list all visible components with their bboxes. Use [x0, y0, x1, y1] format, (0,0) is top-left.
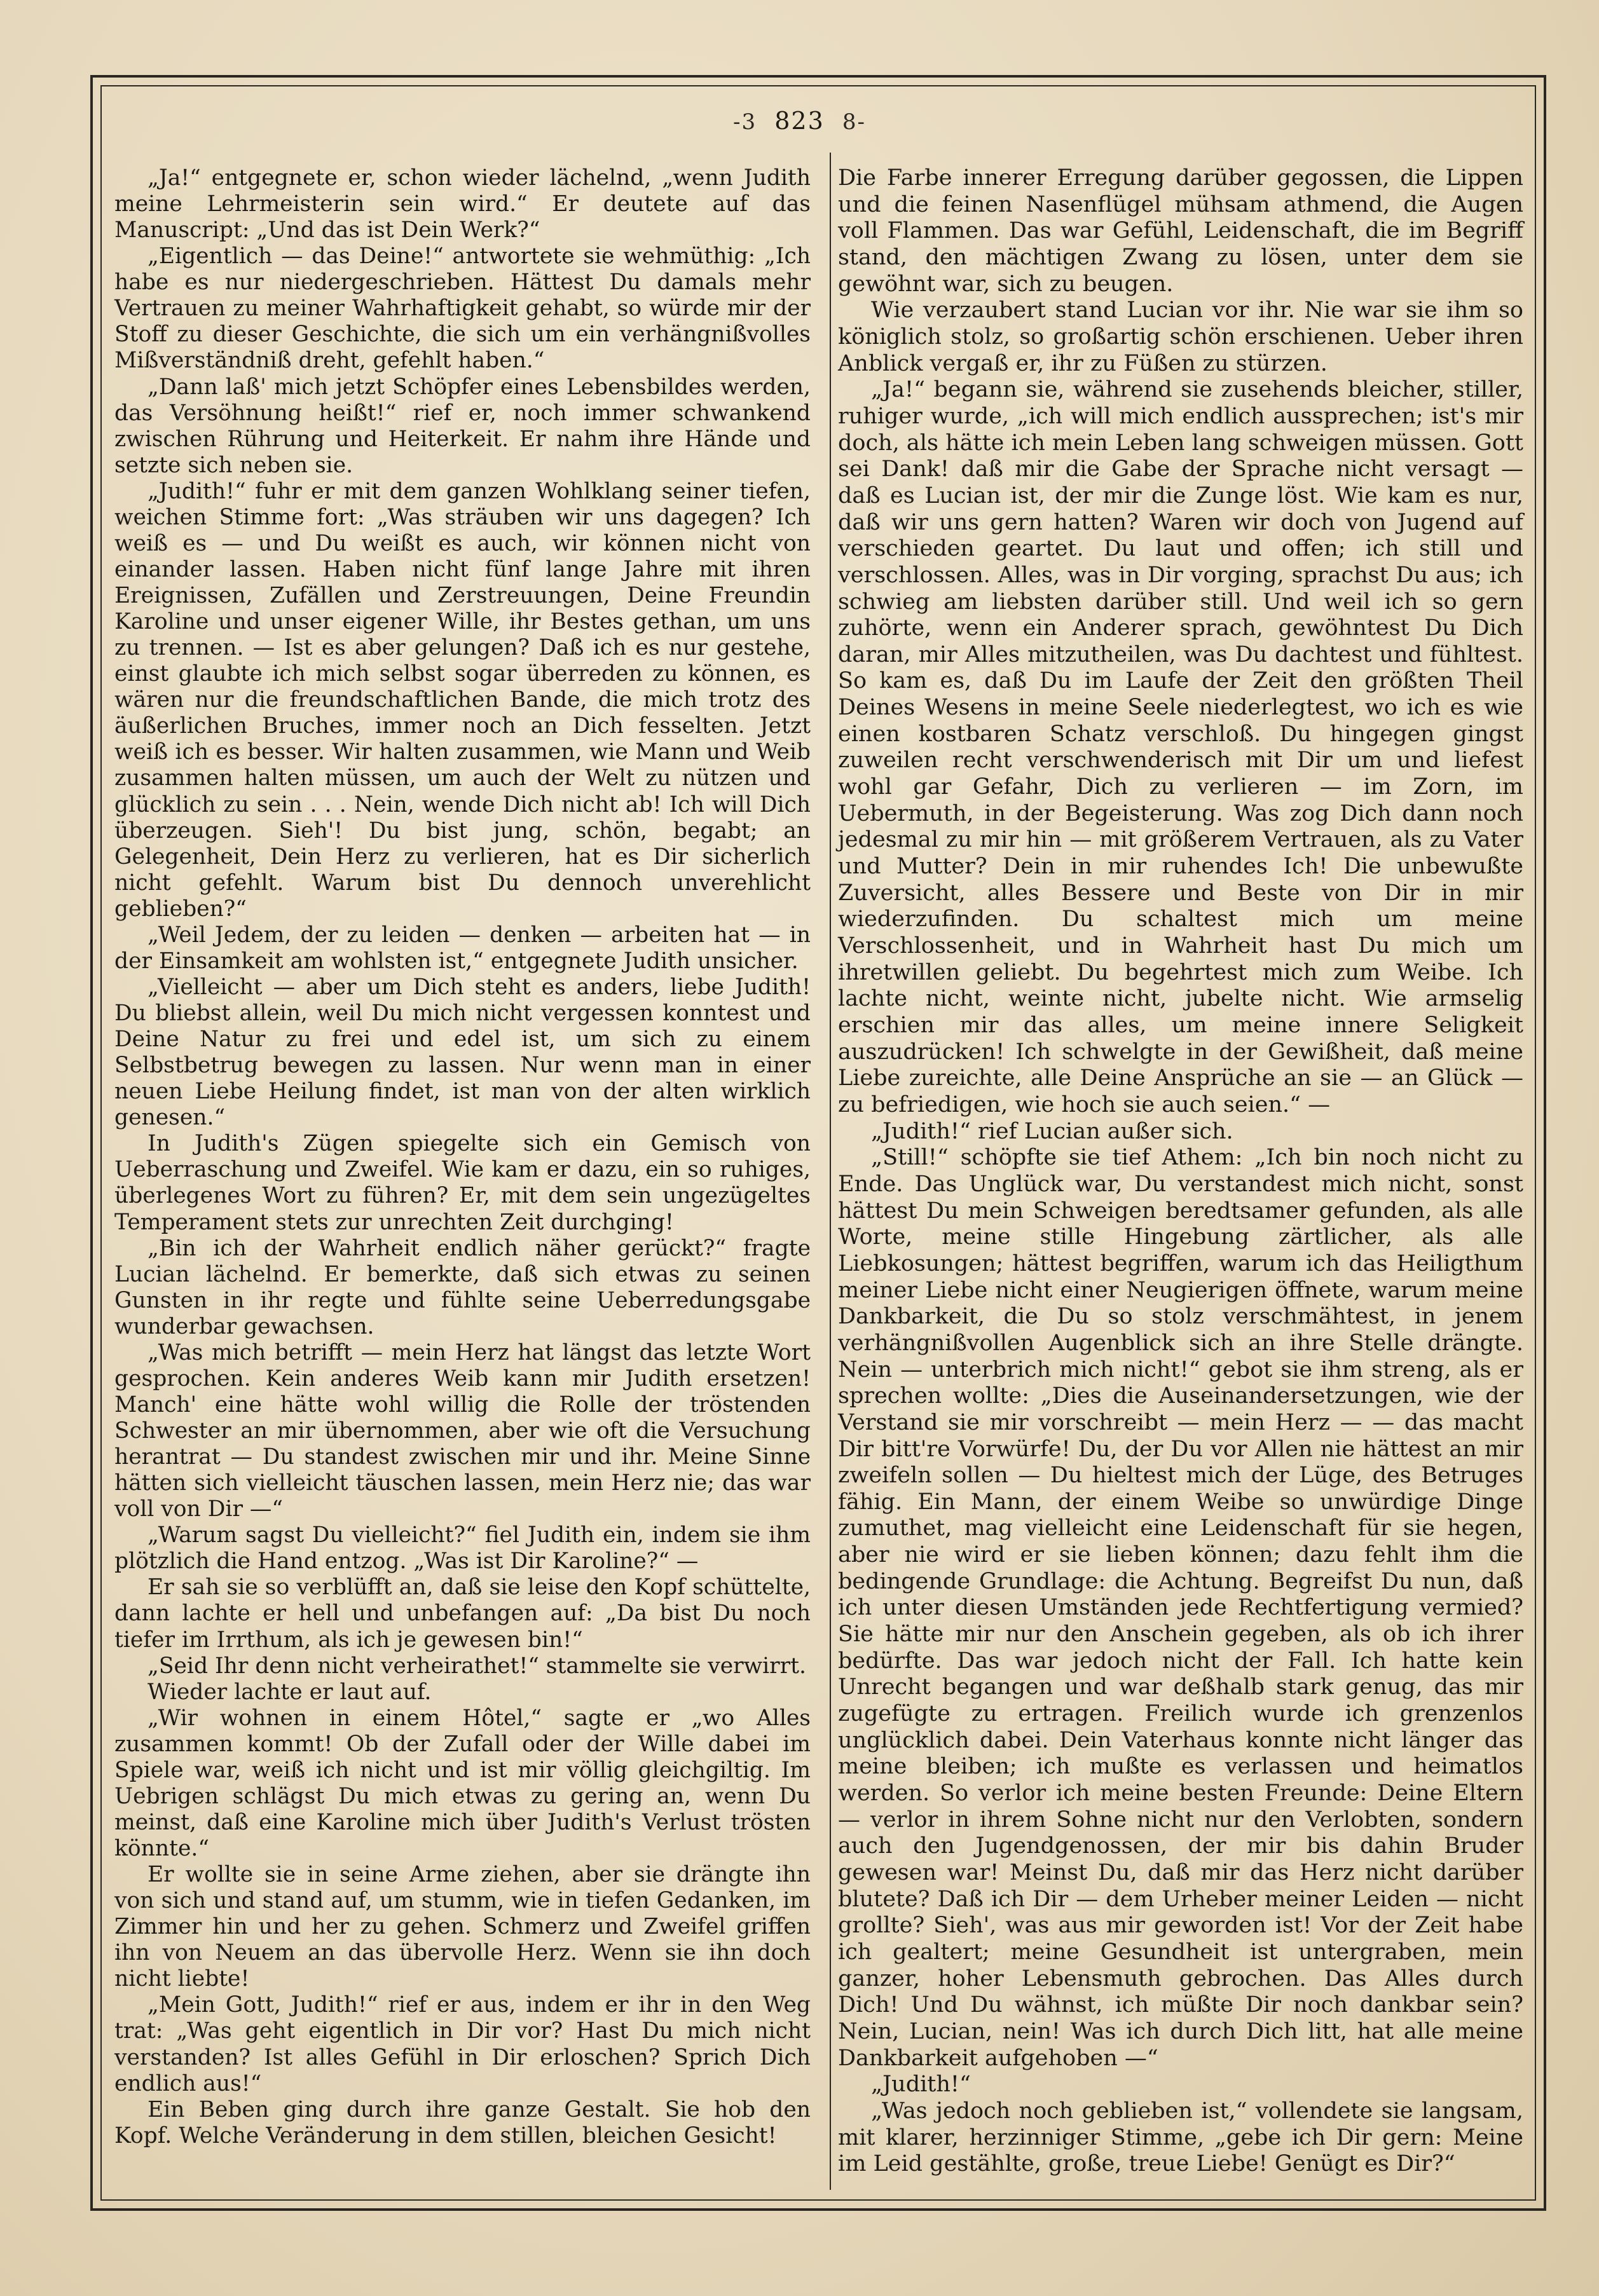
paragraph: „Wir wohnen in einem Hôtel,“ sagte er „wo Alles zusammen kommt! Ob der Zufall oder der Wille dabei im Spiele war, weiß ich nicht und ist mir völlig gleichgiltig. Im Uebrigen schlägst Du mich etwas zu gering an, wenn Du meinst, daß eine Karoline mich über Judith's Verlust trösten könnte.“ [114, 1705, 811, 1861]
paragraph: Er sah sie so verblüfft an, daß sie leise den Kopf schüttelte, dann lachte er hell und unbefangen auf: „Da bist Du noch tiefer im Irrthum, als ich je gewesen bin!“ [114, 1575, 811, 1653]
paragraph: „Judith!“ rief Lucian außer sich. [871, 1118, 1233, 1144]
paragraph: „Warum sagst Du vielleicht?“ fiel Judith ein, indem sie ihm plötzlich die Hand entzog. „Was ist Dir Karoline?“ — [114, 1522, 811, 1575]
paragraph: „Weil Jedem, der zu leiden — denken — arbeiten hat — in der Einsamkeit am wohlsten ist,“ entgegnete Judith unsicher. [114, 922, 811, 974]
paragraph: Er wollte sie in seine Arme ziehen, aber sie drängte ihn von sich und stand auf, um stumm, wie in tiefen Gedanken, im Zimmer hin und her zu gehen. Schmerz und Zweifel griffen ihn von Neuem an das übervolle Herz. Wenn sie ihn doch nicht liebte! [114, 1862, 811, 1992]
paragraph: „Was mich betrifft — mein Herz hat längst das letzte Wort gesprochen. Kein anderes Weib kann mir Judith ersetzen! Manch' eine hätte wohl willig die Rolle der tröstenden Schwester an mir übernommen, aber wie oft die Versuchung herantrat — Du standest zwischen mir und ihr. Meine Sinne hätten sich vielleicht täuschen lassen, mein Herz nie; das war voll von Dir —“ [114, 1339, 811, 1522]
paragraph: „Judith!“ fuhr er mit dem ganzen Wohlklang seiner tiefen, weichen Stimme fort: „Was sträuben wir uns dagegen? Ich weiß es — und Du weißt es auch, wir können nicht von einander lassen. Haben nicht fünf lange Jahre mit ihren Ereignissen, Zufällen und Zerstreuungen, Deine Freundin Karoline und unser eigener Wille, ihr Bestes gethan, um uns zu trennen. — Ist es aber gelungen? Daß ich es nur gestehe, einst glaubte ich mich selbst sogar überreden zu können, es wären nur die freundschaftlichen Bande, die mich trotz des äußerlichen Bruches, immer noch an Dich fesselten. Jetzt weiß ich es besser. Wir halten zusammen, wie Mann und Weib zusammen halten müssen, um auch der Welt zu nützen und glücklich zu sein . . . Nein, wende Dich nicht ab! Ich will Dich überzeugen. Sieh'! Du bist jung, schön, begabt; an Gelegenheit, Dein Herz zu verlieren, hat es Dir sicherlich nicht gefehlt. Warum bist Du dennoch unverehlicht geblieben?“ [114, 478, 811, 922]
paragraph: „Judith!“ [871, 2072, 971, 2098]
paragraph: „Eigentlich — das Deine!“ antwortete sie wehmüthig: „Ich habe es nur niedergeschrieben. Hättest Du damals mehr Vertrauen zu meiner Wahrhaftigkeit gehabt, so würde mir der Stoff zu dieser Geschichte, die sich um ein verhängnißvolles Mißverständniß dreht, gefehlt haben.“ [114, 243, 811, 374]
paragraph: In Judith's Zügen spiegelte sich ein Gemisch von Ueberraschung und Zweifel. Wie kam er dazu, ein so ruhiges, überlegenes Wort zu führen? Er, mit dem sein ungezügeltes Temperament stets zur unrechten Zeit durchging! [114, 1131, 811, 1235]
paragraph: Ein Beben ging durch ihre ganze Gestalt. Sie hob den Kopf. Welche Veränderung in dem stillen, bleichen Gesicht! [114, 2096, 811, 2149]
ornament-left: -3 [733, 109, 757, 135]
paragraph: „Vielleicht — aber um Dich steht es anders, liebe Judith! Du bliebst allein, weil Du mich nicht vergessen konntest und Deine Natur zu frei und edel ist, um sich zu einem Selbstbetrug bewegen zu lassen. Nur wenn man in einer neuen Liebe Heilung findet, ist man von der alten wirklich genesen.“ [114, 974, 811, 1131]
paragraph: Die Farbe innerer Erregung darüber gegossen, die Lippen und die feinen Nasenflügel mühsam athmend, die Augen voll Flammen. Das war Gefühl, Leidenschaft, die im Begriff stand, den mächtigen Zwang zu lösen, unter dem sie gewöhnt war, sich zu beugen. [838, 165, 1523, 297]
paragraph: „Was jedoch noch geblieben ist,“ vollendete sie langsam, mit klarer, herzinniger Stimme, „gebe ich Dir gern: Meine im Leid gestählte, große, treue Liebe! Genügt es Dir?“ [838, 2098, 1523, 2177]
page-number: 823 [774, 107, 825, 135]
page-header [0, 107, 1599, 135]
left-column [114, 165, 811, 2149]
paragraph: Wieder lachte er laut auf. [148, 1679, 432, 1705]
paragraph: „Ja!“ begann sie, während sie zusehends bleicher, stiller, ruhiger wurde, „ich will mich endlich aussprechen; ist's mir doch, als hätte ich mein Leben lang schweigen müssen. Gott sei Dank! daß mir die Gabe der Sprache nicht versagt — daß es Lucian ist, der mir die Zunge löst. Wie kam es nur, daß wir uns gern hatten? Waren wir doch von Jugend auf verschieden geartet. Du laut und offen; ich still und verschlossen. Alles, was in Dir vorging, sprachst Du aus; ich schwieg am liebsten darüber still. Und weil ich so gern zuhörte, wenn ein Anderer sprach, gewöhntest Du Dich daran, mir Alles mitzutheilen, was Du dachtest und fühltest. So kam es, daß Du im Laufe der Zeit den größten Theil Deines Wesens in meine Seele niederlegtest, wo ich es wie einen kostbaren Schatz verschloß. Du hingegen gingst zuweilen recht verschwenderisch mit Dir um und liefest wohl gar Gefahr, Dich zu verlieren — im Zorn, im Uebermuth, in der Begeisterung. Was zog Dich dann noch jedesmal zu mir hin — mit größerem Vertrauen, als zu Vater und Mutter? Dein in mir ruhendes Ich! Die unbewußte Zuversicht, alles Bessere und Beste von Dir in mir wiederzufinden. Du schaltest mich um meine Verschlossenheit, und in Wahrheit hast Du mich um ihretwillen geliebt. Du begehrtest mich zum Weibe. Ich lachte nicht, weinte nicht, jubelte nicht. Wie armselig erschien mir das alles, um meine innere Seligkeit auszudrücken! Ich schwelgte in der Gewißheit, daß meine Liebe zureichte, alle Deine Ansprüche an sie — an Glück — zu befriedigen, wie hoch sie auch seien.“ — [838, 377, 1523, 1117]
paragraph: „Dann laß' mich jetzt Schöpfer eines Lebensbildes werden, das Versöhnung heißt!“ rief er, noch immer schwankend zwischen Rührung und Heiterkeit. Er nahm ihre Hände und setzte sich neben sie. [114, 374, 811, 478]
paragraph: „Still!“ schöpfte sie tief Athem: „Ich bin noch nicht zu Ende. Das Unglück war, Du verstandest mich nicht, sonst hättest Du mein Schweigen beredtsamer gefunden, als alle Worte, meine stille Hingebung zärtlicher, als alle Liebkosungen; hättest begriffen, warum ich das Heiligthum meiner Liebe nicht einer Neugierigen öffnete, warum meine Dankbarkeit, die Du so stolz verschmähtest, in jenem verhängnißvollen Augenblick sich an ihre Stelle drängte. Nein — unterbrich mich nicht!“ gebot sie ihm streng, als er sprechen wollte: „Dies die Auseinandersetzungen, wie der Verstand sie mir vorschreibt — mein Herz — — das macht Dir bitt're Vorwürfe! Du, der Du vor Allen nie hättest an mir zweifeln sollen — Du hieltest mich der Lüge, des Betruges fähig. Ein Mann, der einem Weibe so unwürdige Dinge zumuthet, mag vielleicht eine Leidenschaft für sie hegen, aber nie wird er sie lieben können; dazu fehlt ihm die bedingende Grundlage: die Achtung. Begreifst Du nun, daß ich unter diesen Umständen jede Rechtfertigung vermied? Sie hätte mir nur den Anschein gegeben, als ob ich ihrer bedürfte. Das war jedoch nicht der Fall. Ich hatte kein Unrecht begangen und war deßhalb stark genug, das mir zugefügte zu ertragen. Freilich wurde ich grenzenlos unglücklich dabei. Dein Vaterhaus konnte nicht länger das meine bleiben; ich mußte es verlassen und heimatlos werden. So verlor ich meine besten Freunde: Deine Eltern — verlor in ihrem Sohne nicht nur den Verlobten, sondern auch den Jugendgenossen, der mir bis dahin Bruder gewesen war! Meinst Du, daß mir das Herz nicht darüber blutete? Daß ich Dir — dem Urheber meiner Leiden — nicht grollte? Sieh', was aus mir geworden ist! Vor der Zeit habe ich gealtert; meine Gesundheit ist untergraben, mein ganzer, hoher Lebensmuth gebrochen. Das Alles durch Dich! Und Du wähnst, ich müßte Dir noch dankbar sein? Nein, Lucian, nein! Was ich durch Dich litt, hat alle meine Dankbarkeit aufgehoben —“ [838, 1145, 1523, 2071]
paragraph: „Ja!“ entgegnete er, schon wieder lächelnd, „wenn Judith meine Lehrmeisterin sein wird.“ Er deutete auf das Manuscript: „Und das ist Dein Werk?“ [114, 165, 811, 243]
paragraph: „Mein Gott, Judith!“ rief er aus, indem er ihr in den Weg trat: „Was geht eigentlich in Dir vor? Hast Du mich nicht verstanden? Ist alles Gefühl in Dir erloschen? Sprich Dich endlich aus!“ [114, 1992, 811, 2096]
paragraph: „Bin ich der Wahrheit endlich näher gerückt?“ fragte Lucian lächelnd. Er bemerkte, daß sich etwas zu seinen Gunsten in ihr regte und fühlte seine Ueberredungsgabe wunderbar gewachsen. [114, 1235, 811, 1339]
column-divider [830, 153, 831, 2190]
ornament-right: 8- [842, 109, 866, 135]
right-column [838, 165, 1523, 2178]
paragraph: Wie verzaubert stand Lucian vor ihr. Nie war sie ihm so königlich stolz, so großartig schön erschienen. Ueber ihren Anblick vergaß er, ihr zu Füßen zu stürzen. [838, 297, 1523, 376]
paragraph: „Seid Ihr denn nicht verheirathet!“ stammelte sie verwirrt. [148, 1653, 806, 1679]
